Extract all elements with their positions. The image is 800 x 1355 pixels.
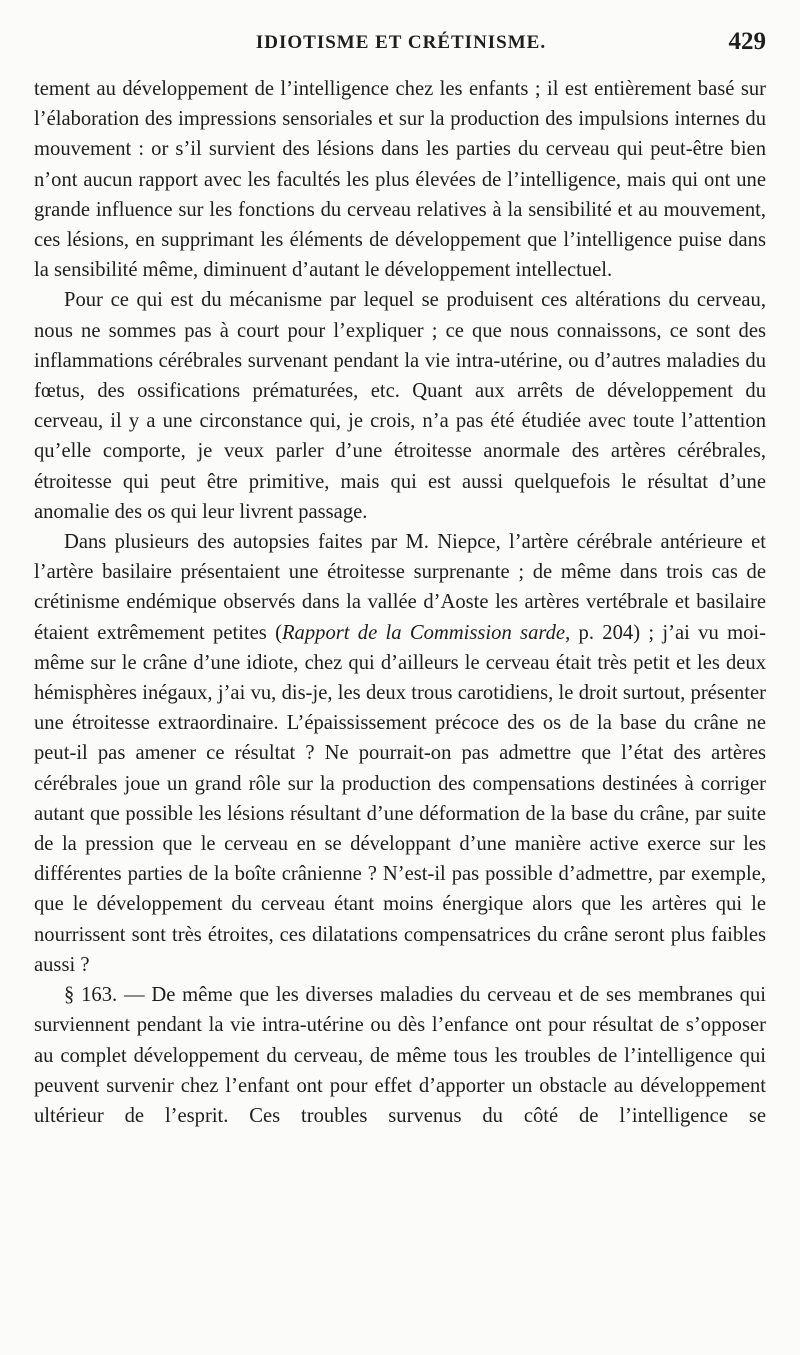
- paragraph-continuation: tement au développement de l’intelligence chez les enfants ; il est entièrement basé sur l’élaboration des impressions sensoriales et sur la production des impulsions internes du mouvement : or s’il survient des lésions dans les parties du cerveau qui peut-être bien n’ont aucun rapport avec les facultés les plus élevées de l’intelligence, mais qui ont une grande influence sur les fonctions du cerveau relatives à la sensibilité et au mouvement, ces lésions, en supprimant les éléments de développement que l’intelligence puise dans la sensibilité même, diminuent d’autant le développement intellectuel.: [34, 78, 766, 282]
- paragraph-mechanism: Pour ce qui est du mécanisme par lequel se produisent ces altérations du cerveau, nous ne sommes pas à court pour l’expliquer ; ce que nous connaissons, ce sont des inflammations cérébrales survenant pendant la vie intra-utérine, ou d’autres maladies du fœtus, des ossifications prématurées, etc. Quant aux arrêts de développement du cerveau, il y a une circonstance qui, je crois, n’a pas été étudiée avec toute l’attention qu’elle comporte, je veux parler d’une étroitesse anormale des artères cérébrales, étroitesse qui peut être primitive, mais qui est aussi quelquefois le résultat d’une anomalie des os qui leur livrent passage.: [34, 289, 766, 523]
- page-number: 429: [728, 28, 766, 55]
- paragraph-section-163: § 163. — De même que les diverses maladies du cerveau et de ses membranes qui surviennent pendant la vie intra-utérine ou dès l’enfance ont pour résultat de s’opposer au complet développement du cerveau, de même tous les troubles de l’intelligence qui peuvent survenir chez l’enfant ont pour effet d’apporter un obstacle au développement ultérieur de l’esprit. Ces troubles survenus du côté de l’intelligence se: [34, 984, 766, 1127]
- running-header: [36, 28, 766, 62]
- autopsies-text-before: Dans plusieurs des autopsies faites par M. Niepce, l’artère cérébrale antérieure et l’artère basilaire présentaient une étroitesse surprenante ; de même dans trois cas de crétinisme endémique observés dans la vallée d’Aoste les artères vertébrale et basilaire étaient extrêmement petites (: [34, 531, 766, 644]
- report-citation: Rapport de la Commission sarde: [281, 621, 566, 644]
- running-title: IDIOTISME ET CRÉTINISME.: [255, 32, 547, 53]
- paragraph-autopsies: [34, 527, 766, 980]
- autopsies-text-after: , p. 204) ; j’ai vu moi-même sur le crâne d’une idiote, chez qui d’ailleurs le cerveau était très petit et les deux hémisphères inégaux, j’ai vu, dis-je, les deux trous carotidiens, le droit surtout, présenter une étroitesse extraordinaire. L’épaississement précoce des os de la base du crâne ne peut-il pas amener ce résultat ? Ne pourrait-on pas admettre que l’état des artères cérébrales joue un grand rôle sur la production des compensations destinées à corriger autant que possible les lésions résultant d’une déformation de la base du crâne, par suite de la pression que le cerveau en se développant d’une manière active exerce sur les différentes parties de la boîte crânienne ? N’est-il pas possible d’admettre, par exemple, que le développement du cerveau étant moins énergique alors que les artères qui le nourrissent sont très étroites, ces dilatations compensatrices du crâne seront plus faibles aussi ?: [34, 621, 766, 976]
- body-text: [34, 74, 766, 1131]
